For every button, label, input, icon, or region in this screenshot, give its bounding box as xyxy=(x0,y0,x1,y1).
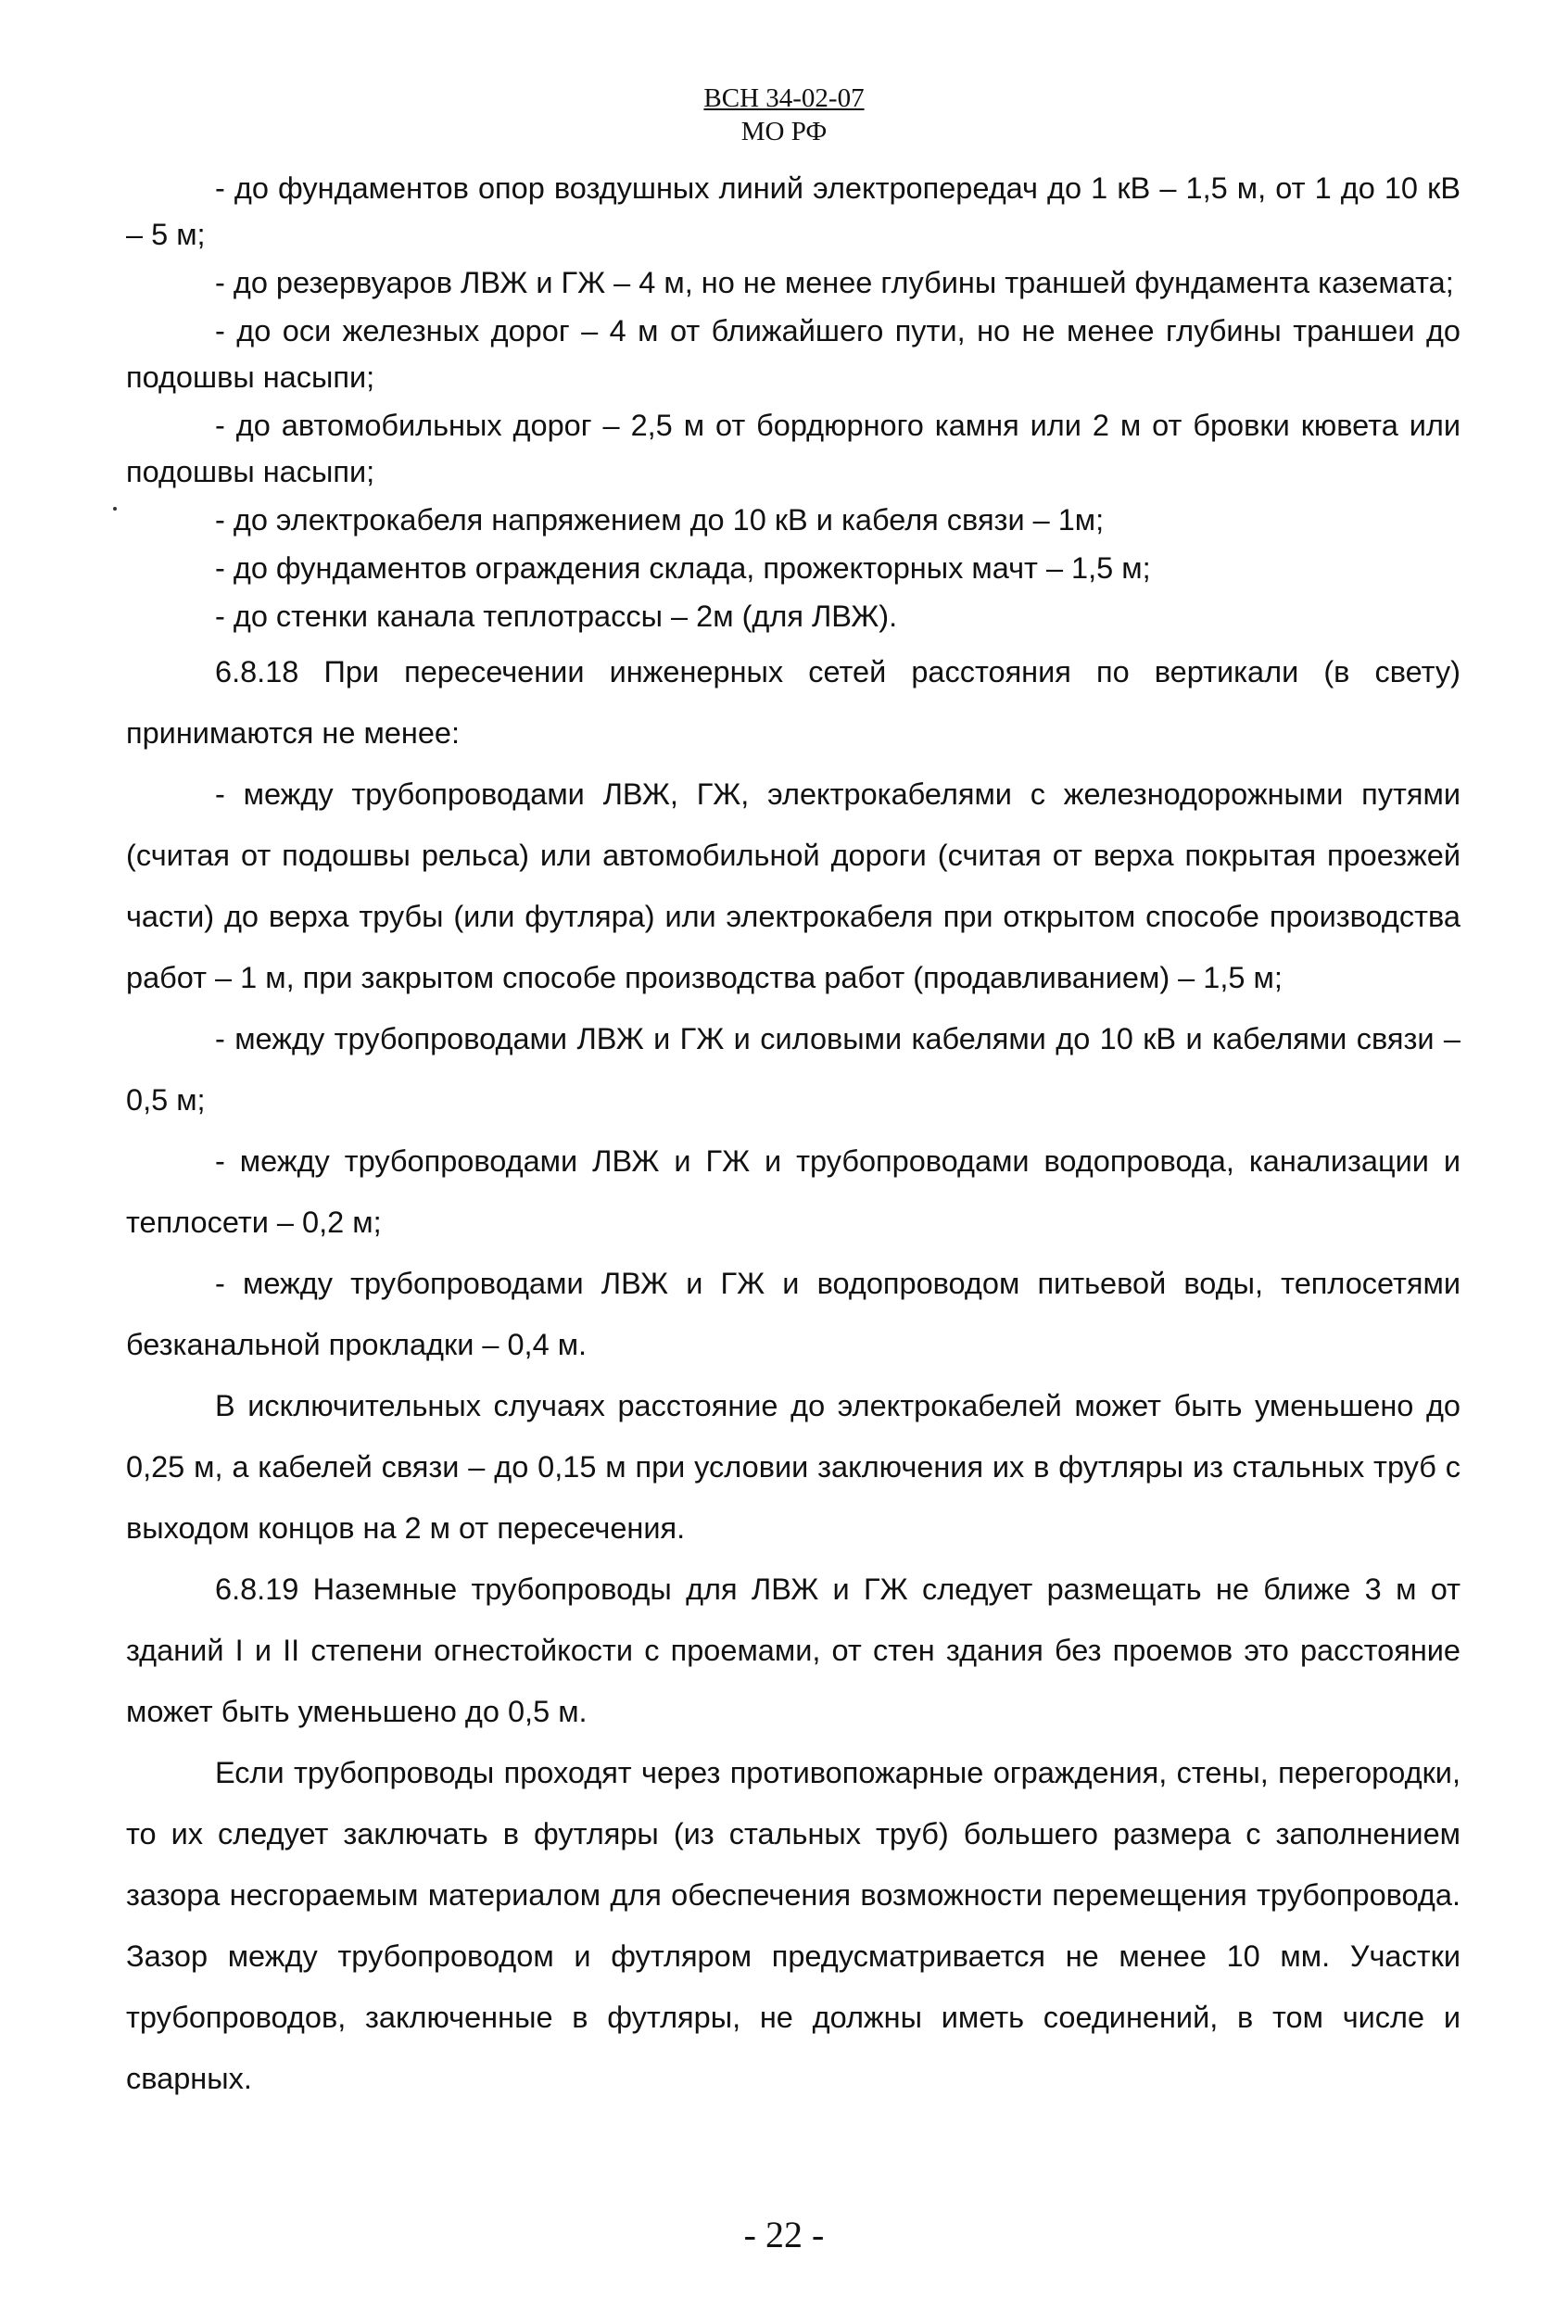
page-number: - 22 - xyxy=(743,2214,825,2255)
clause-paragraph: 6.8.18 При пересечении инженерных сетей расстояния по вертикали (в свету) принимаются не менее: xyxy=(126,655,1461,750)
list-item: - до электрокабеля напряжением до 10 кВ и кабеля связи – 1м; xyxy=(215,503,1105,537)
list-item: - до резервуаров ЛВЖ и ГЖ – 4 м, но не менее глубины траншей фундамента каземата; xyxy=(215,266,1454,299)
list-item: - до оси железных дорог – 4 м от ближайшего пути, но не менее глубины траншеи до подошвы насыпи; xyxy=(126,314,1461,394)
clause-paragraph: 6.8.19 Наземные трубопроводы для ЛВЖ и ГЖ следует размещать не ближе 3 м от зданий I и II степени огнестойкости с проемами, от стен здания без проемов это расстояние может быть уменьшено до 0,5 м. xyxy=(126,1572,1461,1728)
body-paragraph: В исключительных случаях расстояние до электрокабелей может быть уменьшено до 0,25 м, а кабелей связи – до 0,15 м при условии заключения их в футляры из стальных труб с выходом концов на 2 м от пересечения. xyxy=(126,1389,1461,1545)
list-item: - до автомобильных дорог – 2,5 м от бордюрного камня или 2 м от бровки кювета или подошвы насыпи; xyxy=(126,409,1461,488)
list-item: - до фундаментов опор воздушных линий электропередач до 1 кВ – 1,5 м, от 1 до 10 кВ – 5 м; xyxy=(126,171,1461,251)
list-item: - между трубопроводами ЛВЖ и ГЖ и силовыми кабелями до 10 кВ и кабелями связи – 0,5 м; xyxy=(126,1022,1461,1117)
list-item: - между трубопроводами ЛВЖ и ГЖ и трубопроводами водопровода, канализации и теплосети – 0,2 м; xyxy=(126,1144,1461,1239)
page-header xyxy=(0,82,1568,148)
list-item: - между трубопроводами ЛВЖ и ГЖ и водопроводом питьевой воды, теплосетями безканальной прокладки – 0,4 м. xyxy=(126,1267,1461,1361)
list-item: - до стенки канала теплотрассы – 2м (для ЛВЖ). xyxy=(215,600,898,633)
list-item: - между трубопроводами ЛВЖ, ГЖ, электрокабелями с железнодорожными путями (считая от подошвы рельса) или автомобильной дороги (считая от верха покрытая проезжей части) до верха трубы (или футляра) или электрокабеля при открытом способе производства работ – 1 м, при закрытом способе производства работ (продавливанием) – 1,5 м; xyxy=(126,777,1461,994)
body-paragraph: Если трубопроводы проходят через противопожарные ограждения, стены, перегородки, то их следует заключать в футляры (из стальных труб) большего размера с заполнением зазора несгораемым материалом для обеспечения возможности перемещения трубопровода. Зазор между трубопроводом и футляром предусматривается не менее 10 мм. Участки трубопроводов, заключенные в футляры, не должны иметь соединений, в том числе и сварных. xyxy=(126,1756,1461,2095)
document-code: ВСН 34-02-07 xyxy=(703,83,865,113)
document-body xyxy=(126,165,1461,2109)
list-item: - до фундаментов ограждения склада, прожекторных мачт – 1,5 м; xyxy=(215,551,1151,585)
organization-label: МО РФ xyxy=(740,117,828,146)
scan-speck xyxy=(113,507,117,511)
